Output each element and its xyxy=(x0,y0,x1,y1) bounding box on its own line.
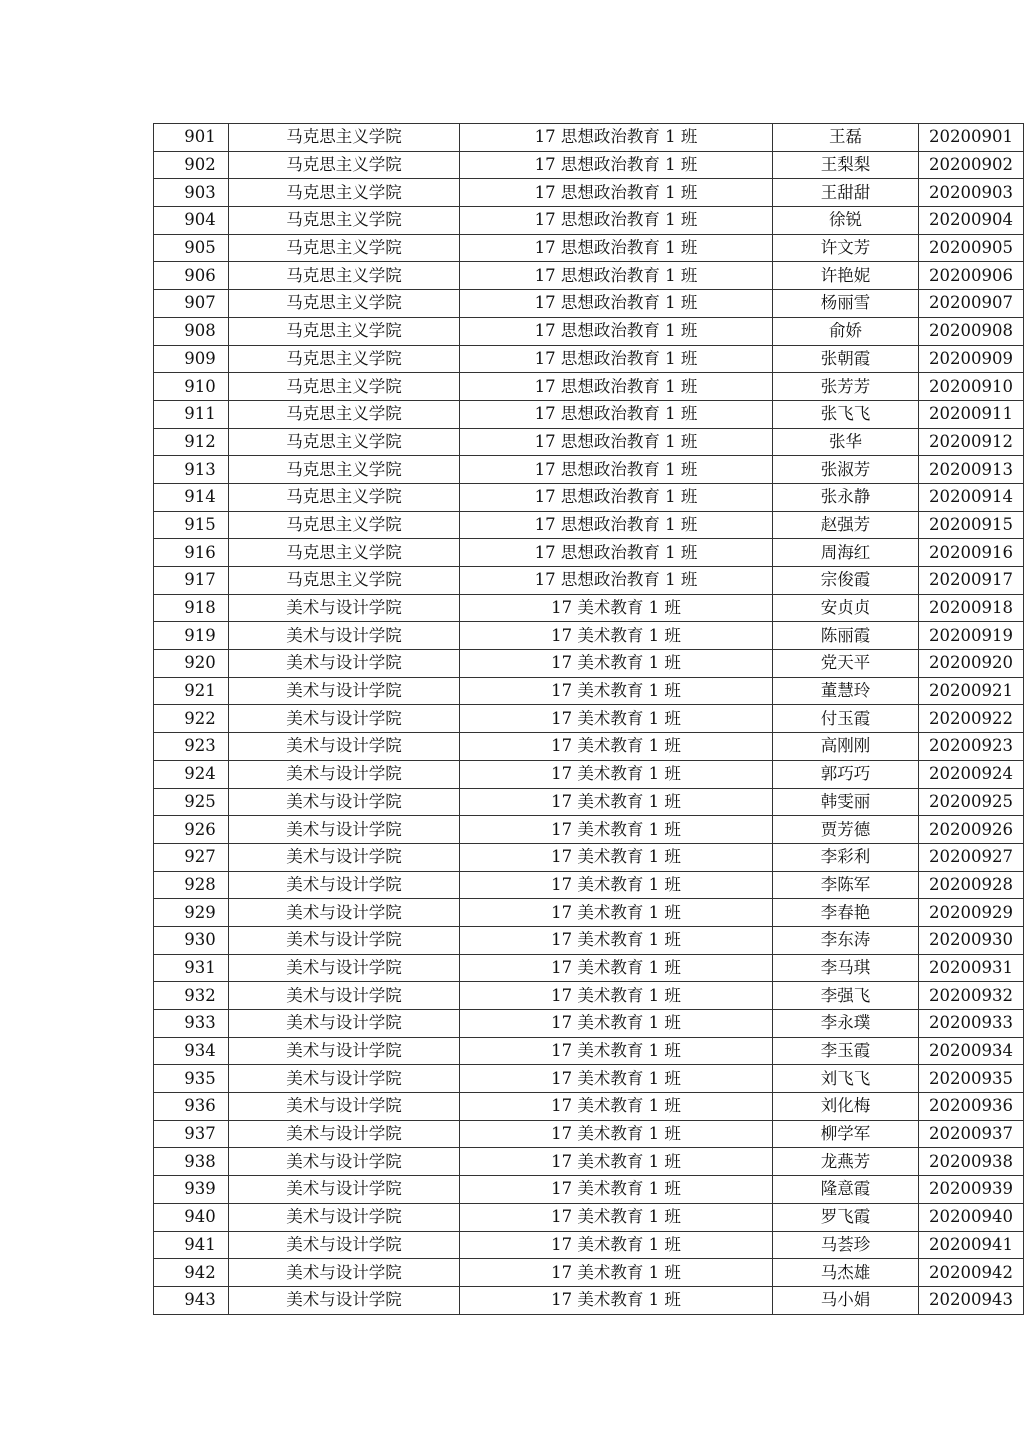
class-cell: 17 思想政治教育 1 班 xyxy=(460,567,773,595)
table-row xyxy=(154,843,1024,871)
table-row xyxy=(154,788,1024,816)
table-row xyxy=(154,1148,1024,1176)
table-row xyxy=(154,373,1024,401)
table-row xyxy=(154,428,1024,456)
student-id-cell: 20200917 xyxy=(919,567,1024,595)
student-name-cell: 龙燕芳 xyxy=(773,1148,919,1176)
row-number: 910 xyxy=(154,373,229,401)
college-cell: 美术与设计学院 xyxy=(229,705,460,733)
row-number: 928 xyxy=(154,871,229,899)
table-row xyxy=(154,234,1024,262)
student-id-cell: 20200935 xyxy=(919,1065,1024,1093)
college-cell: 美术与设计学院 xyxy=(229,1286,460,1314)
college-cell: 美术与设计学院 xyxy=(229,760,460,788)
class-cell: 17 思想政治教育 1 班 xyxy=(460,179,773,207)
student-name-cell: 罗飞霞 xyxy=(773,1203,919,1231)
student-id-cell: 20200924 xyxy=(919,760,1024,788)
student-id-cell: 20200930 xyxy=(919,926,1024,954)
table-row xyxy=(154,1286,1024,1314)
student-name-cell: 党天平 xyxy=(773,650,919,678)
class-cell: 17 思想政治教育 1 班 xyxy=(460,539,773,567)
college-cell: 美术与设计学院 xyxy=(229,1037,460,1065)
class-cell: 17 美术教育 1 班 xyxy=(460,899,773,927)
student-name-cell: 刘飞飞 xyxy=(773,1065,919,1093)
class-cell: 17 美术教育 1 班 xyxy=(460,650,773,678)
class-cell: 17 思想政治教育 1 班 xyxy=(460,290,773,318)
student-id-cell: 20200911 xyxy=(919,400,1024,428)
class-cell: 17 美术教育 1 班 xyxy=(460,843,773,871)
row-number: 913 xyxy=(154,456,229,484)
row-number: 917 xyxy=(154,567,229,595)
student-name-cell: 董慧玲 xyxy=(773,677,919,705)
class-cell: 17 美术教育 1 班 xyxy=(460,705,773,733)
table-row xyxy=(154,539,1024,567)
college-cell: 美术与设计学院 xyxy=(229,899,460,927)
student-id-cell: 20200903 xyxy=(919,179,1024,207)
table-row xyxy=(154,982,1024,1010)
table-row xyxy=(154,262,1024,290)
college-cell: 美术与设计学院 xyxy=(229,1176,460,1204)
table-row xyxy=(154,622,1024,650)
student-name-cell: 隆意霞 xyxy=(773,1176,919,1204)
student-name-cell: 付玉霞 xyxy=(773,705,919,733)
student-id-cell: 20200943 xyxy=(919,1286,1024,1314)
row-number: 942 xyxy=(154,1259,229,1287)
student-id-cell: 20200914 xyxy=(919,483,1024,511)
student-id-cell: 20200921 xyxy=(919,677,1024,705)
row-number: 924 xyxy=(154,760,229,788)
student-name-cell: 安贞贞 xyxy=(773,594,919,622)
table-row xyxy=(154,179,1024,207)
student-name-cell: 李陈军 xyxy=(773,871,919,899)
row-number: 911 xyxy=(154,400,229,428)
class-cell: 17 美术教育 1 班 xyxy=(460,1259,773,1287)
college-cell: 马克思主义学院 xyxy=(229,345,460,373)
college-cell: 马克思主义学院 xyxy=(229,511,460,539)
student-name-cell: 许艳妮 xyxy=(773,262,919,290)
class-cell: 17 美术教育 1 班 xyxy=(460,788,773,816)
college-cell: 美术与设计学院 xyxy=(229,1065,460,1093)
class-cell: 17 美术教育 1 班 xyxy=(460,594,773,622)
class-cell: 17 美术教育 1 班 xyxy=(460,1286,773,1314)
class-cell: 17 美术教育 1 班 xyxy=(460,926,773,954)
student-id-cell: 20200907 xyxy=(919,290,1024,318)
student-name-cell: 杨丽雪 xyxy=(773,290,919,318)
row-number: 934 xyxy=(154,1037,229,1065)
student-name-cell: 张飞飞 xyxy=(773,400,919,428)
student-id-cell: 20200915 xyxy=(919,511,1024,539)
student-id-cell: 20200920 xyxy=(919,650,1024,678)
college-cell: 美术与设计学院 xyxy=(229,677,460,705)
student-id-cell: 20200942 xyxy=(919,1259,1024,1287)
student-id-cell: 20200928 xyxy=(919,871,1024,899)
student-id-cell: 20200940 xyxy=(919,1203,1024,1231)
table-row xyxy=(154,1037,1024,1065)
student-name-cell: 李强飞 xyxy=(773,982,919,1010)
student-name-cell: 郭巧巧 xyxy=(773,760,919,788)
college-cell: 美术与设计学院 xyxy=(229,622,460,650)
student-id-cell: 20200937 xyxy=(919,1120,1024,1148)
student-name-cell: 张华 xyxy=(773,428,919,456)
class-cell: 17 美术教育 1 班 xyxy=(460,871,773,899)
class-cell: 17 思想政治教育 1 班 xyxy=(460,234,773,262)
college-cell: 美术与设计学院 xyxy=(229,594,460,622)
college-cell: 美术与设计学院 xyxy=(229,1148,460,1176)
class-cell: 17 美术教育 1 班 xyxy=(460,622,773,650)
row-number: 940 xyxy=(154,1203,229,1231)
student-name-cell: 李马琪 xyxy=(773,954,919,982)
table-row xyxy=(154,400,1024,428)
student-name-cell: 赵强芳 xyxy=(773,511,919,539)
row-number: 922 xyxy=(154,705,229,733)
college-cell: 马克思主义学院 xyxy=(229,234,460,262)
student-id-cell: 20200916 xyxy=(919,539,1024,567)
student-id-cell: 20200919 xyxy=(919,622,1024,650)
row-number: 939 xyxy=(154,1176,229,1204)
row-number: 941 xyxy=(154,1231,229,1259)
student-name-cell: 张芳芳 xyxy=(773,373,919,401)
row-number: 930 xyxy=(154,926,229,954)
student-id-cell: 20200939 xyxy=(919,1176,1024,1204)
student-id-cell: 20200933 xyxy=(919,1010,1024,1038)
row-number: 937 xyxy=(154,1120,229,1148)
college-cell: 马克思主义学院 xyxy=(229,290,460,318)
class-cell: 17 思想政治教育 1 班 xyxy=(460,483,773,511)
row-number: 938 xyxy=(154,1148,229,1176)
row-number: 923 xyxy=(154,733,229,761)
student-name-cell: 韩雯丽 xyxy=(773,788,919,816)
student-name-cell: 俞娇 xyxy=(773,317,919,345)
row-number: 925 xyxy=(154,788,229,816)
class-cell: 17 美术教育 1 班 xyxy=(460,954,773,982)
table-row xyxy=(154,1120,1024,1148)
class-cell: 17 思想政治教育 1 班 xyxy=(460,317,773,345)
row-number: 914 xyxy=(154,483,229,511)
student-name-cell: 李玉霞 xyxy=(773,1037,919,1065)
college-cell: 马克思主义学院 xyxy=(229,207,460,235)
class-cell: 17 思想政治教育 1 班 xyxy=(460,400,773,428)
student-id-cell: 20200922 xyxy=(919,705,1024,733)
student-name-cell: 王梨梨 xyxy=(773,151,919,179)
row-number: 906 xyxy=(154,262,229,290)
row-number: 907 xyxy=(154,290,229,318)
student-id-cell: 20200932 xyxy=(919,982,1024,1010)
student-name-cell: 周海红 xyxy=(773,539,919,567)
class-cell: 17 思想政治教育 1 班 xyxy=(460,511,773,539)
class-cell: 17 美术教育 1 班 xyxy=(460,1037,773,1065)
row-number: 936 xyxy=(154,1093,229,1121)
student-name-cell: 许文芳 xyxy=(773,234,919,262)
student-id-cell: 20200913 xyxy=(919,456,1024,484)
table-row xyxy=(154,733,1024,761)
table-row xyxy=(154,705,1024,733)
class-cell: 17 思想政治教育 1 班 xyxy=(460,373,773,401)
student-name-cell: 马荟珍 xyxy=(773,1231,919,1259)
table-row xyxy=(154,1231,1024,1259)
table-row xyxy=(154,871,1024,899)
class-cell: 17 美术教育 1 班 xyxy=(460,733,773,761)
class-cell: 17 美术教育 1 班 xyxy=(460,1120,773,1148)
college-cell: 马克思主义学院 xyxy=(229,262,460,290)
table-row xyxy=(154,483,1024,511)
table-row xyxy=(154,594,1024,622)
student-id-cell: 20200936 xyxy=(919,1093,1024,1121)
student-id-cell: 20200918 xyxy=(919,594,1024,622)
roster-table xyxy=(153,123,1024,1315)
student-id-cell: 20200926 xyxy=(919,816,1024,844)
row-number: 912 xyxy=(154,428,229,456)
student-name-cell: 陈丽霞 xyxy=(773,622,919,650)
college-cell: 马克思主义学院 xyxy=(229,567,460,595)
college-cell: 马克思主义学院 xyxy=(229,124,460,152)
college-cell: 美术与设计学院 xyxy=(229,650,460,678)
college-cell: 美术与设计学院 xyxy=(229,926,460,954)
row-number: 909 xyxy=(154,345,229,373)
row-number: 915 xyxy=(154,511,229,539)
class-cell: 17 思想政治教育 1 班 xyxy=(460,262,773,290)
student-name-cell: 李东涛 xyxy=(773,926,919,954)
table-row xyxy=(154,926,1024,954)
table-row xyxy=(154,760,1024,788)
table-row xyxy=(154,650,1024,678)
table-row xyxy=(154,677,1024,705)
college-cell: 马克思主义学院 xyxy=(229,373,460,401)
class-cell: 17 美术教育 1 班 xyxy=(460,1148,773,1176)
college-cell: 美术与设计学院 xyxy=(229,1231,460,1259)
row-number: 901 xyxy=(154,124,229,152)
table-row xyxy=(154,1203,1024,1231)
class-cell: 17 美术教育 1 班 xyxy=(460,1065,773,1093)
college-cell: 美术与设计学院 xyxy=(229,982,460,1010)
college-cell: 马克思主义学院 xyxy=(229,539,460,567)
college-cell: 马克思主义学院 xyxy=(229,428,460,456)
row-number: 932 xyxy=(154,982,229,1010)
table-row xyxy=(154,345,1024,373)
student-id-cell: 20200927 xyxy=(919,843,1024,871)
college-cell: 美术与设计学院 xyxy=(229,843,460,871)
college-cell: 美术与设计学院 xyxy=(229,1093,460,1121)
college-cell: 马克思主义学院 xyxy=(229,317,460,345)
college-cell: 美术与设计学院 xyxy=(229,1010,460,1038)
student-name-cell: 高刚刚 xyxy=(773,733,919,761)
table-row xyxy=(154,954,1024,982)
student-id-cell: 20200934 xyxy=(919,1037,1024,1065)
college-cell: 美术与设计学院 xyxy=(229,954,460,982)
college-cell: 马克思主义学院 xyxy=(229,456,460,484)
class-cell: 17 美术教育 1 班 xyxy=(460,982,773,1010)
row-number: 921 xyxy=(154,677,229,705)
class-cell: 17 美术教育 1 班 xyxy=(460,677,773,705)
table-row xyxy=(154,456,1024,484)
row-number: 902 xyxy=(154,151,229,179)
student-id-cell: 20200908 xyxy=(919,317,1024,345)
student-id-cell: 20200941 xyxy=(919,1231,1024,1259)
table-row xyxy=(154,1176,1024,1204)
table-row xyxy=(154,511,1024,539)
student-id-cell: 20200904 xyxy=(919,207,1024,235)
college-cell: 马克思主义学院 xyxy=(229,151,460,179)
row-number: 904 xyxy=(154,207,229,235)
row-number: 927 xyxy=(154,843,229,871)
college-cell: 美术与设计学院 xyxy=(229,1203,460,1231)
class-cell: 17 思想政治教育 1 班 xyxy=(460,207,773,235)
student-name-cell: 王磊 xyxy=(773,124,919,152)
student-name-cell: 马杰雄 xyxy=(773,1259,919,1287)
student-name-cell: 马小娟 xyxy=(773,1286,919,1314)
student-id-cell: 20200901 xyxy=(919,124,1024,152)
class-cell: 17 美术教育 1 班 xyxy=(460,816,773,844)
row-number: 935 xyxy=(154,1065,229,1093)
student-id-cell: 20200912 xyxy=(919,428,1024,456)
student-name-cell: 张朝霞 xyxy=(773,345,919,373)
college-cell: 马克思主义学院 xyxy=(229,483,460,511)
row-number: 905 xyxy=(154,234,229,262)
class-cell: 17 美术教育 1 班 xyxy=(460,760,773,788)
row-number: 926 xyxy=(154,816,229,844)
class-cell: 17 美术教育 1 班 xyxy=(460,1231,773,1259)
student-name-cell: 柳学军 xyxy=(773,1120,919,1148)
table-row xyxy=(154,1093,1024,1121)
student-name-cell: 张永静 xyxy=(773,483,919,511)
table-row xyxy=(154,151,1024,179)
table-row xyxy=(154,290,1024,318)
table-row xyxy=(154,207,1024,235)
table-row xyxy=(154,317,1024,345)
student-id-cell: 20200931 xyxy=(919,954,1024,982)
table-row xyxy=(154,1065,1024,1093)
student-name-cell: 张淑芳 xyxy=(773,456,919,484)
row-number: 929 xyxy=(154,899,229,927)
student-id-cell: 20200929 xyxy=(919,899,1024,927)
table-row xyxy=(154,816,1024,844)
class-cell: 17 美术教育 1 班 xyxy=(460,1093,773,1121)
college-cell: 美术与设计学院 xyxy=(229,788,460,816)
college-cell: 马克思主义学院 xyxy=(229,179,460,207)
student-id-cell: 20200923 xyxy=(919,733,1024,761)
student-name-cell: 刘化梅 xyxy=(773,1093,919,1121)
class-cell: 17 美术教育 1 班 xyxy=(460,1010,773,1038)
class-cell: 17 思想政治教育 1 班 xyxy=(460,151,773,179)
student-id-cell: 20200905 xyxy=(919,234,1024,262)
table-row xyxy=(154,1259,1024,1287)
table-row xyxy=(154,124,1024,152)
student-name-cell: 徐锐 xyxy=(773,207,919,235)
class-cell: 17 思想政治教育 1 班 xyxy=(460,124,773,152)
college-cell: 美术与设计学院 xyxy=(229,816,460,844)
row-number: 903 xyxy=(154,179,229,207)
student-name-cell: 李永璞 xyxy=(773,1010,919,1038)
college-cell: 马克思主义学院 xyxy=(229,400,460,428)
student-id-cell: 20200925 xyxy=(919,788,1024,816)
row-number: 920 xyxy=(154,650,229,678)
college-cell: 美术与设计学院 xyxy=(229,871,460,899)
class-cell: 17 思想政治教育 1 班 xyxy=(460,456,773,484)
class-cell: 17 美术教育 1 班 xyxy=(460,1203,773,1231)
row-number: 931 xyxy=(154,954,229,982)
table-row xyxy=(154,567,1024,595)
row-number: 916 xyxy=(154,539,229,567)
student-name-cell: 贾芳德 xyxy=(773,816,919,844)
class-cell: 17 美术教育 1 班 xyxy=(460,1176,773,1204)
college-cell: 美术与设计学院 xyxy=(229,733,460,761)
class-cell: 17 思想政治教育 1 班 xyxy=(460,428,773,456)
student-name-cell: 王甜甜 xyxy=(773,179,919,207)
row-number: 933 xyxy=(154,1010,229,1038)
table-row xyxy=(154,1010,1024,1038)
student-id-cell: 20200910 xyxy=(919,373,1024,401)
college-cell: 美术与设计学院 xyxy=(229,1120,460,1148)
college-cell: 美术与设计学院 xyxy=(229,1259,460,1287)
row-number: 908 xyxy=(154,317,229,345)
student-name-cell: 李春艳 xyxy=(773,899,919,927)
student-name-cell: 宗俊霞 xyxy=(773,567,919,595)
row-number: 919 xyxy=(154,622,229,650)
student-name-cell: 李彩利 xyxy=(773,843,919,871)
student-id-cell: 20200902 xyxy=(919,151,1024,179)
table-row xyxy=(154,899,1024,927)
student-id-cell: 20200909 xyxy=(919,345,1024,373)
row-number: 943 xyxy=(154,1286,229,1314)
student-id-cell: 20200906 xyxy=(919,262,1024,290)
student-id-cell: 20200938 xyxy=(919,1148,1024,1176)
class-cell: 17 思想政治教育 1 班 xyxy=(460,345,773,373)
roster-body xyxy=(154,124,1024,1315)
row-number: 918 xyxy=(154,594,229,622)
